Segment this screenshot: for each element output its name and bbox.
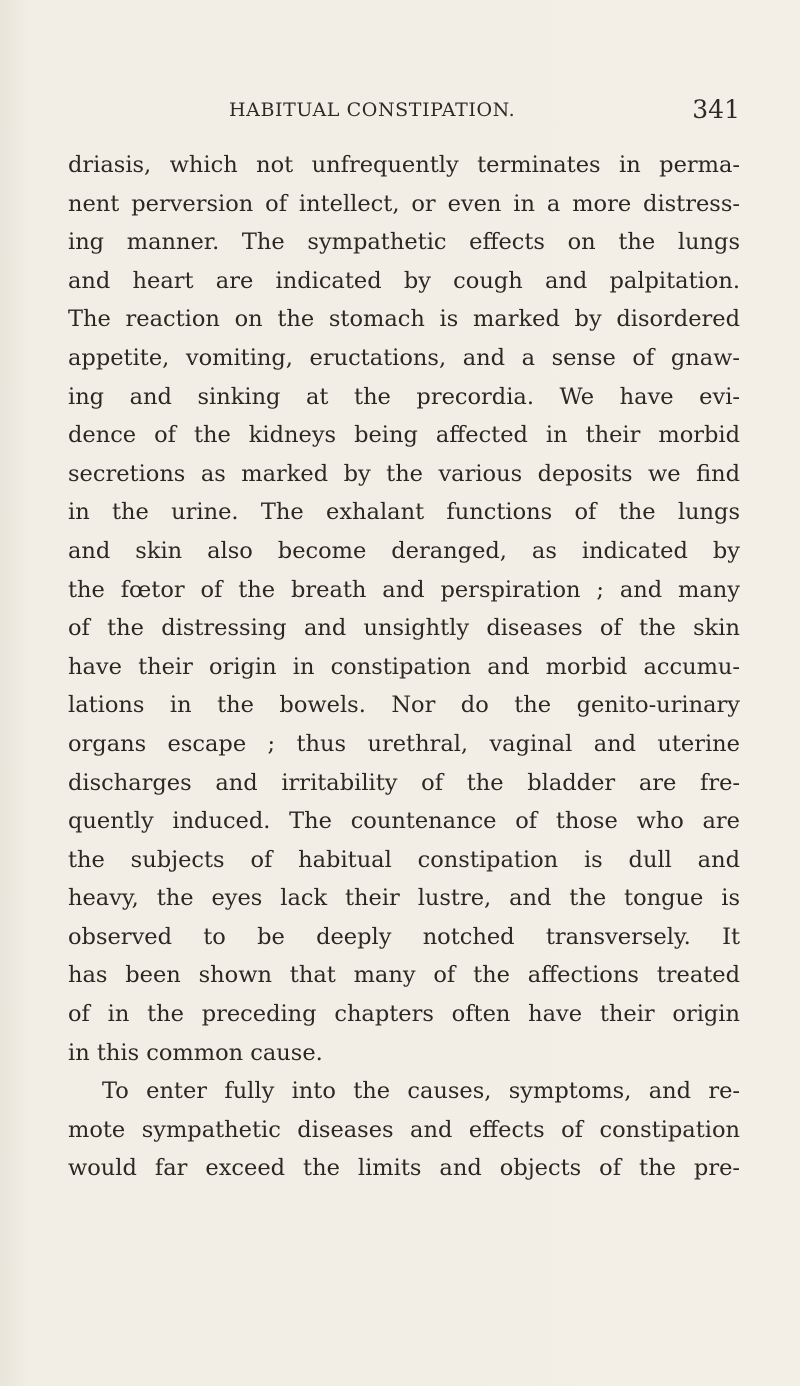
text-line: the subjects of habitual constipation is dull and bbox=[68, 846, 740, 873]
running-head bbox=[68, 95, 740, 131]
text-line: mote sympathetic diseases and effects of constipation bbox=[68, 1116, 740, 1143]
paragraph-end-line: in this common cause. bbox=[68, 1039, 323, 1066]
text-line: of the distressing and unsightly diseases of the skin bbox=[68, 615, 740, 642]
text-line: appetite, vomiting, eructations, and a sense of gnaw- bbox=[68, 344, 740, 371]
text-line: dence of the kidneys being affected in their morbid bbox=[68, 422, 740, 449]
text-line: secretions as marked by the various deposits we find bbox=[68, 460, 740, 487]
text-line: heavy, the eyes lack their lustre, and the tongue is bbox=[68, 885, 740, 912]
text-line: has been shown that many of the affections treated bbox=[68, 962, 740, 989]
text-line: The reaction on the stomach is marked by disordered bbox=[68, 306, 740, 333]
text-line: and heart are indicated by cough and palpitation. bbox=[68, 267, 740, 294]
text-line: the fœtor of the breath and perspiration ; and many bbox=[68, 576, 740, 603]
paragraph-start-line: To enter fully into the causes, symptoms, and re- bbox=[102, 1078, 740, 1105]
text-line: ing manner. The sympathetic effects on the lungs bbox=[68, 229, 740, 256]
text-line: in the urine. The exhalant functions of the lungs bbox=[68, 499, 740, 526]
text-line: quently induced. The countenance of those who are bbox=[68, 808, 740, 835]
text-line: observed to be deeply notched transversely. It bbox=[68, 923, 740, 950]
text-line: lations in the bowels. Nor do the genito-urinary bbox=[68, 692, 740, 719]
text-line: discharges and irritability of the bladder are fre- bbox=[68, 769, 740, 796]
page-number: 341 bbox=[692, 95, 740, 124]
text-line: of in the preceding chapters often have their origin bbox=[68, 1001, 740, 1028]
text-line: would far exceed the limits and objects of the pre- bbox=[68, 1155, 740, 1182]
text-line: organs escape ; thus urethral, vaginal and uterine bbox=[68, 730, 740, 757]
text-line: driasis, which not unfrequently terminates in perma- bbox=[68, 152, 740, 178]
text-line: and skin also become deranged, as indicated by bbox=[68, 537, 740, 564]
text-line: have their origin in constipation and morbid accumu- bbox=[68, 653, 740, 680]
text-line: nent perversion of intellect, or even in a more distress- bbox=[68, 190, 740, 217]
text-line: ing and sinking at the precordia. We have evi- bbox=[68, 383, 740, 410]
body-text bbox=[68, 146, 740, 1188]
running-title: HABITUAL CONSTIPATION. bbox=[229, 99, 516, 121]
